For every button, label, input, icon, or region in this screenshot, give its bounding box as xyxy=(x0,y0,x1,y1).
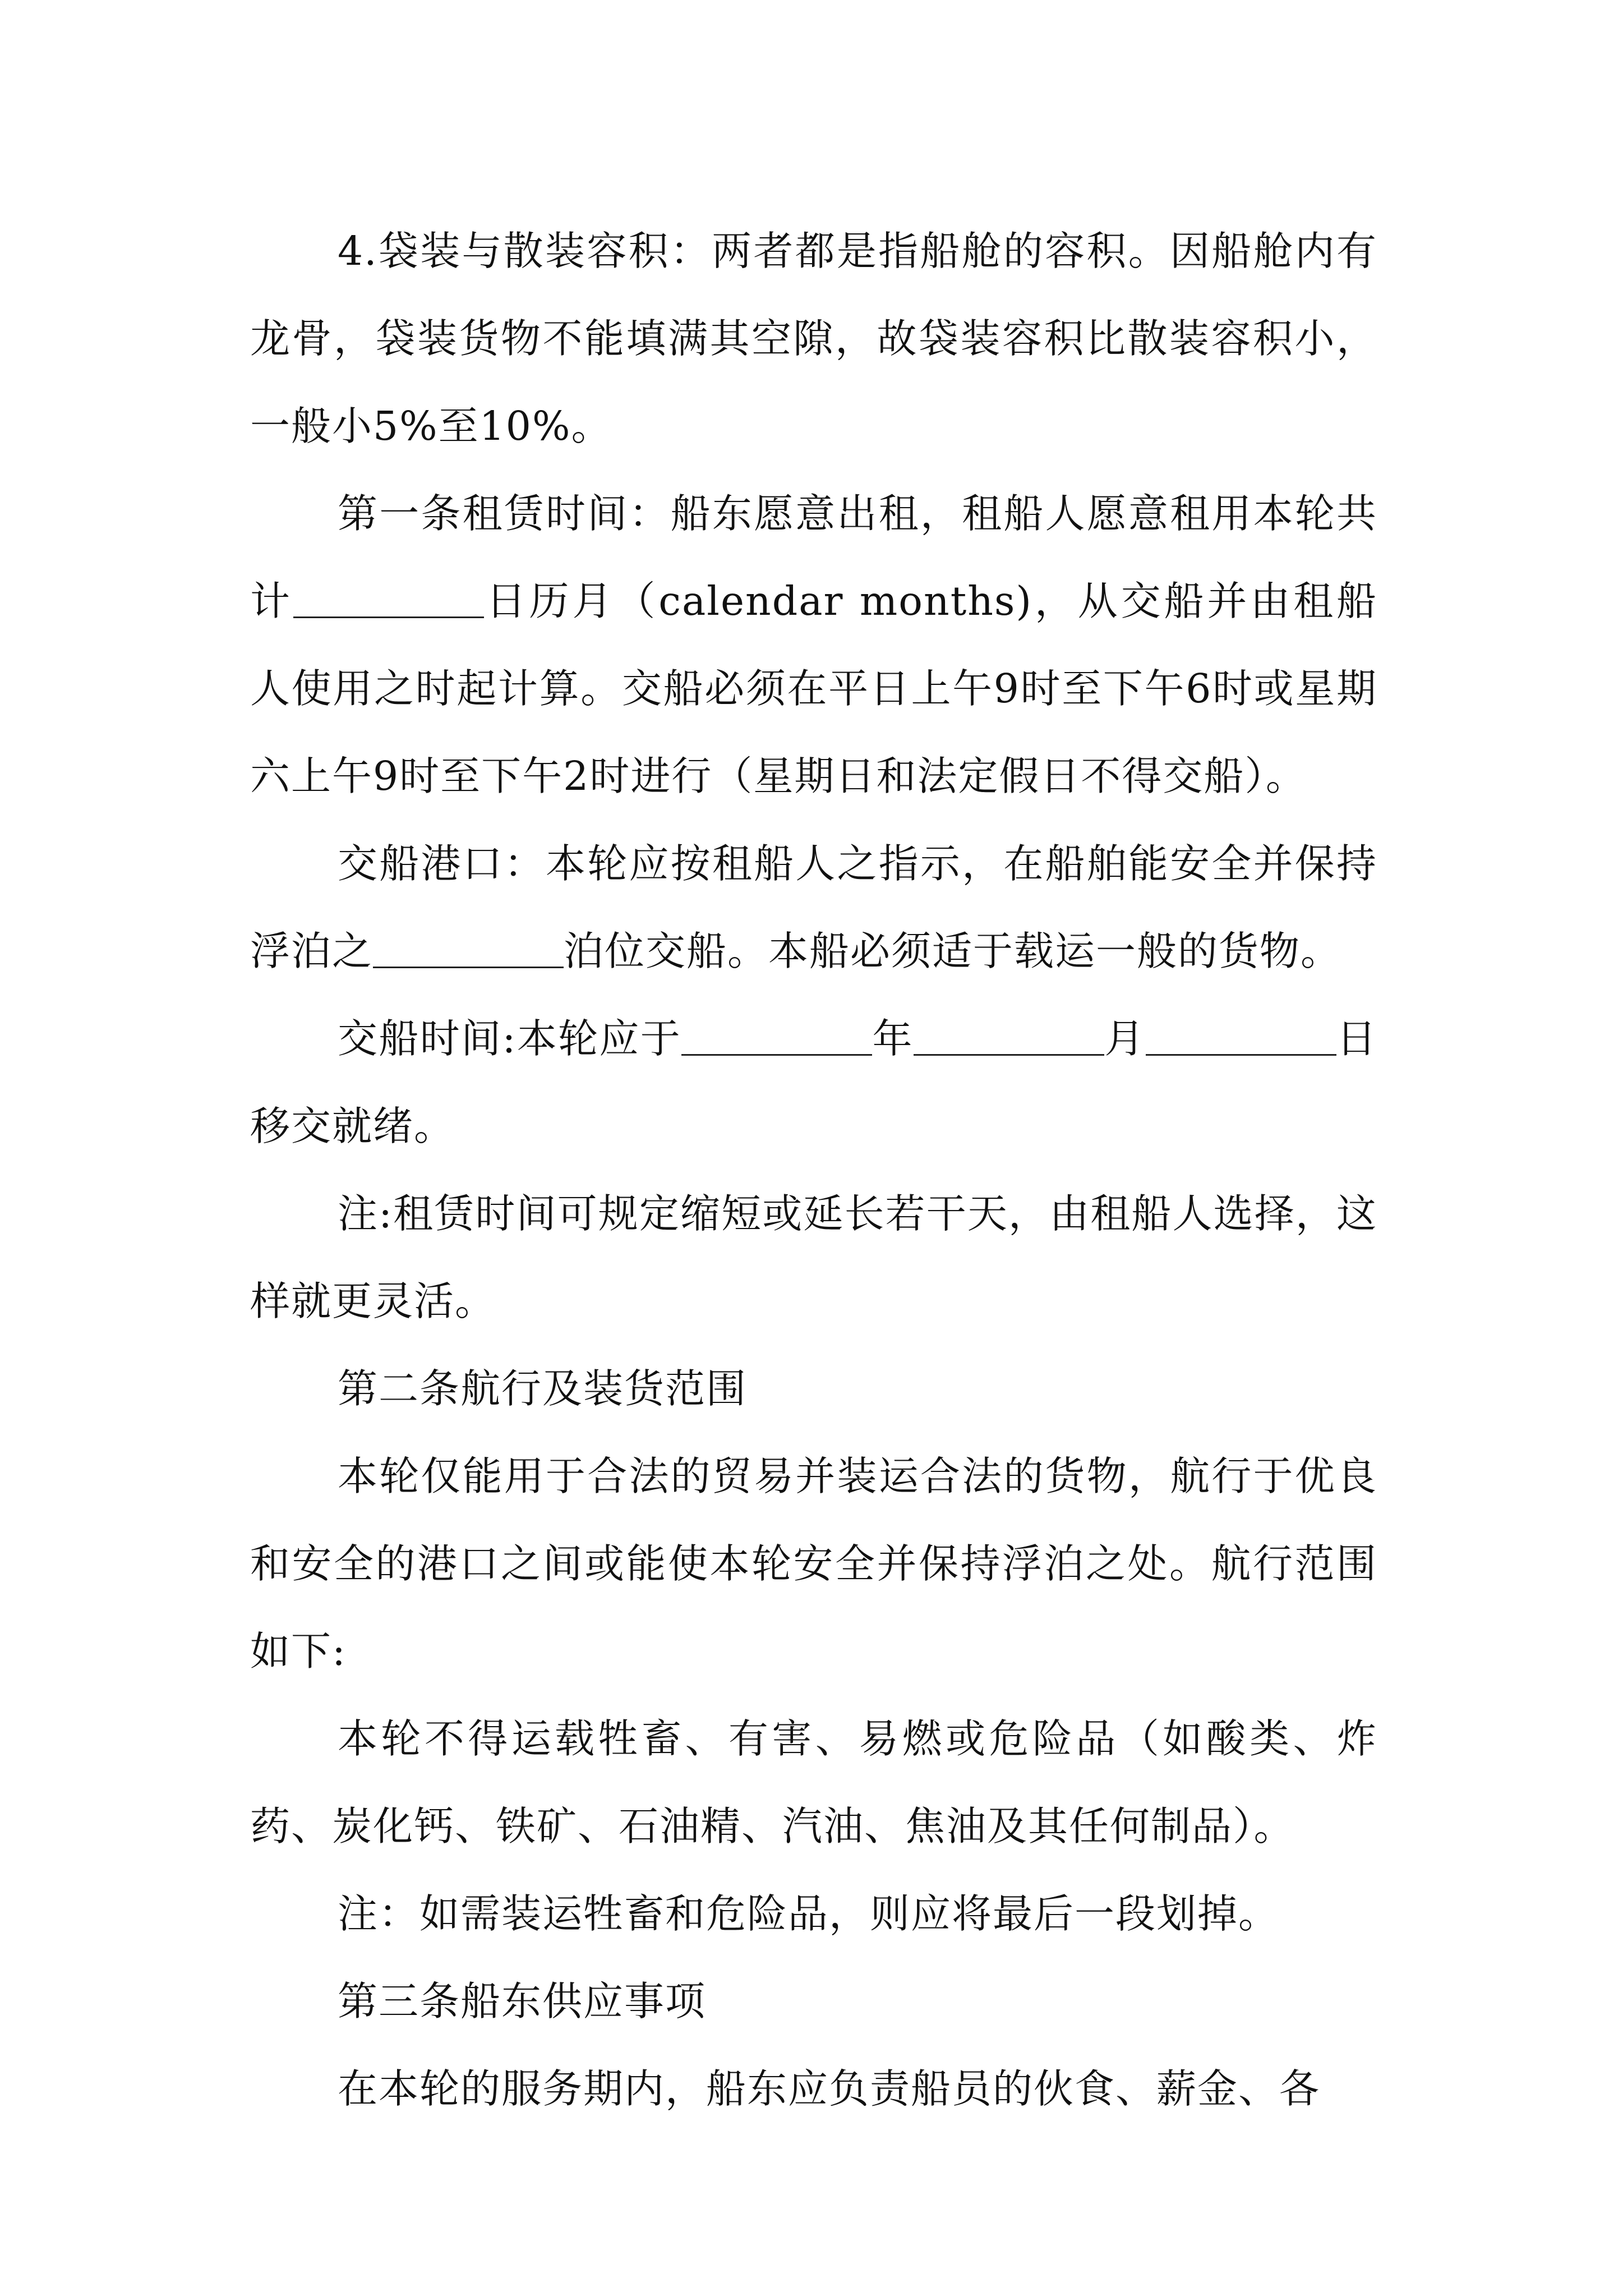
delivery-time-text-after-blank: 日移交就绪。 xyxy=(250,1015,1377,1149)
month-blank xyxy=(914,1014,1104,1056)
paragraph-capacity-note: 4.袋装与散装容积：两者都是指船舱的容积。因船舱内有龙骨，袋装货物不能填满其空隙，故袋装容积比散装容积小，一般小5%至10%。 xyxy=(250,228,1377,449)
month-label: 月 xyxy=(1104,1015,1146,1062)
delivery-time-label: 交船时间:本轮应于 xyxy=(338,1015,682,1062)
article-1-text-before-blank: 第一条租赁时间：船东愿意出租，租船人愿意租用本轮共计 xyxy=(250,490,1377,624)
article-1-text-after-blank: 日历月（calendar months)，从交船并由租船人使用之时起计算。交船必须在平日上午9时至下午6时或星期六上午9时至下午2时进行（星期日和法定假日不得交船）。 xyxy=(250,578,1377,799)
paragraph-note-term-flexibility: 注:租赁时间可规定缩短或延长若干天，由租船人选择，这样就更灵活。 xyxy=(250,1190,1377,1324)
paragraph-owner-provisions: 在本轮的服务期内，船东应负责船员的伙食、薪金、各 xyxy=(338,2065,1321,2112)
paragraph-note-dangerous-cargo: 注：如需装运牲畜和危险品，则应将最后一段划掉。 xyxy=(338,1890,1280,1937)
document-body xyxy=(250,208,1377,2133)
year-label: 年 xyxy=(872,1015,914,1062)
heading-article-3: 第三条船东供应事项 xyxy=(338,1978,707,2024)
day-blank xyxy=(1146,1014,1336,1056)
paragraph-article-1-term xyxy=(250,470,1377,820)
delivery-port-text-before-blank: 交船港口：本轮应按租船人之指示，在船舶能安全并保持浮泊之 xyxy=(250,840,1377,974)
berth-blank xyxy=(373,927,564,968)
year-blank xyxy=(681,1014,872,1056)
months-blank xyxy=(293,577,484,618)
paragraph-delivery-time xyxy=(250,995,1377,1170)
delivery-port-text-after-blank: 泊位交船。本船必须适于载运一般的货物。 xyxy=(564,928,1342,974)
heading-article-2: 第二条航行及装货范围 xyxy=(338,1365,748,1412)
paragraph-delivery-port xyxy=(250,820,1377,995)
paragraph-trading-limits: 本轮仅能用于合法的贸易并装运合法的货物，航行于优良和安全的港口之间或能使本轮安全并保持浮泊之处。航行范围如下: xyxy=(250,1453,1377,1674)
paragraph-prohibited-cargo: 本轮不得运载牲畜、有害、易燃或危险品（如酸类、炸药、炭化钙、铁矿、石油精、汽油、焦油及其任何制品）。 xyxy=(250,1715,1377,1849)
